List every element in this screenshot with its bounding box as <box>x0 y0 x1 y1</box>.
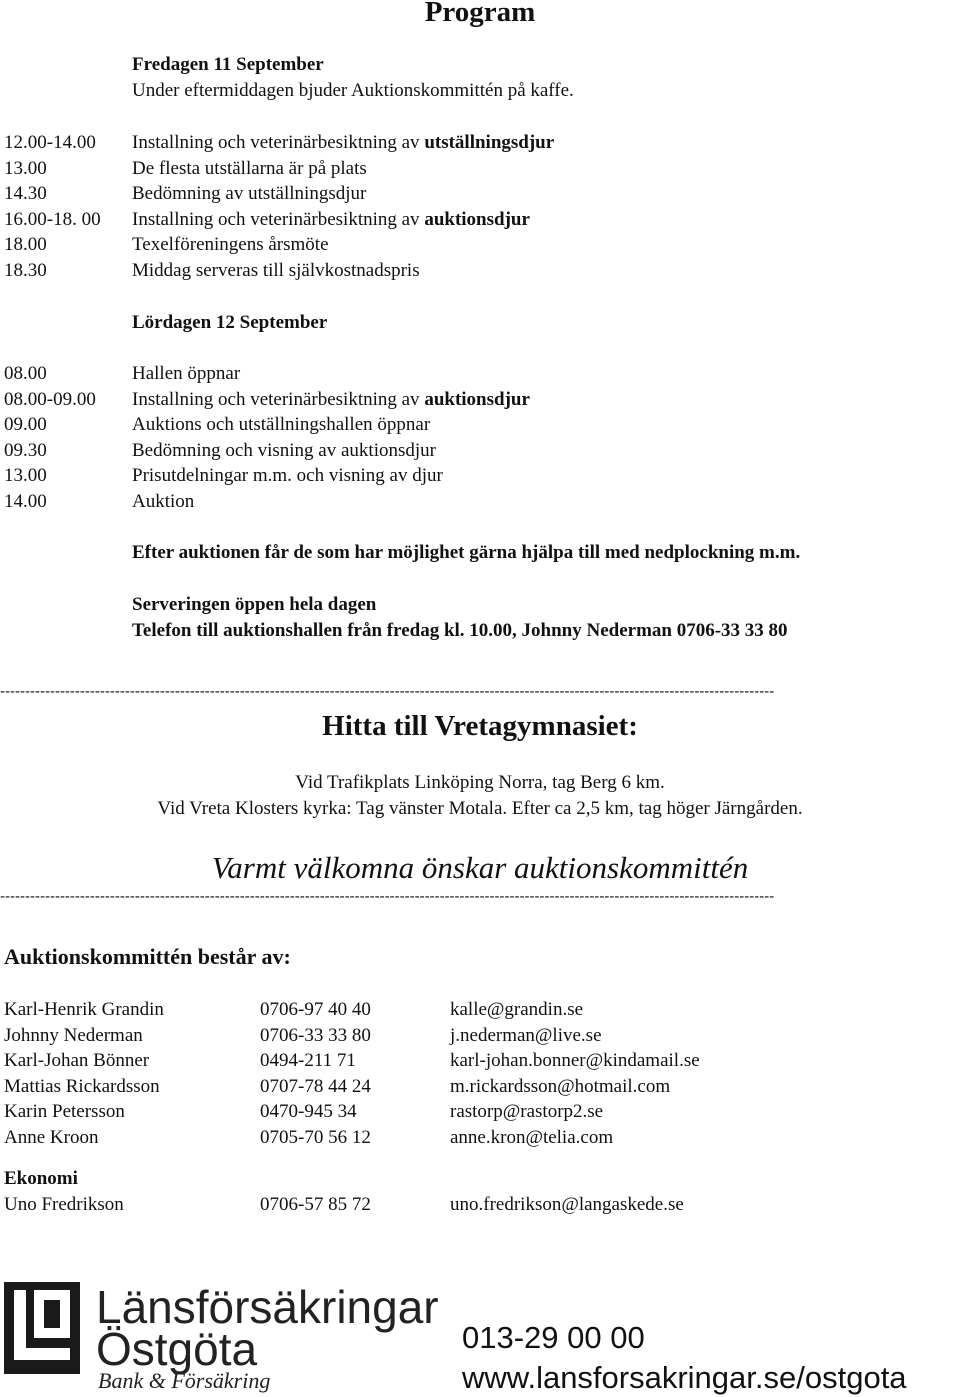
schedule-text: Installning och veterinärbesiktning av <box>132 388 425 410</box>
welcome-message: Varmt välkomna önskar auktionskommittén <box>211 850 749 885</box>
schedule-text: Installning och veterinärbesiktning av <box>132 208 425 230</box>
member-email: j.nederman@live.se <box>450 1024 602 1046</box>
member-phone: 0470-945 34 <box>260 1101 357 1123</box>
schedule-row <box>4 414 430 436</box>
schedule-emphasis: auktionsdjur <box>424 388 530 410</box>
schedule-time: 16.00-18. 00 <box>4 208 101 230</box>
divider-bottom: ----------------------------------------------------------------------------------------------------------------------------------------------------------- <box>0 888 775 905</box>
schedule-row <box>4 465 443 487</box>
committee-member <box>4 1101 603 1123</box>
schedule-row <box>4 158 367 180</box>
member-name: Uno Fredrikson <box>4 1194 124 1215</box>
schedule-text: De flesta utställarna är på plats <box>132 157 367 179</box>
schedule-time: 13.00 <box>4 157 47 179</box>
divider-top: ----------------------------------------------------------------------------------------------------------------------------------------------------------- <box>0 683 775 700</box>
schedule-emphasis: auktionsdjur <box>424 208 530 230</box>
schedule-row <box>4 260 420 282</box>
lansforsakringar-logo-icon <box>4 1282 80 1374</box>
schedule-text: Auktions och utställningshallen öppnar <box>132 414 431 436</box>
schedule-time: 08.00 <box>4 363 47 384</box>
committee-member <box>4 1025 602 1047</box>
schedule-text: Middag serveras till självkostnadspris <box>132 260 420 281</box>
cleanup-note: Efter auktionen får de som har möjlighet gärna hjälpa till med nedplockning m.m. <box>132 542 801 563</box>
schedule-row <box>4 234 329 256</box>
schedule-row <box>4 209 530 231</box>
sponsor-website[interactable]: www.lansforsakringar.se/ostgota <box>462 1360 907 1395</box>
member-email: rastorp@rastorp2.se <box>450 1101 604 1123</box>
friday-heading: Fredagen 11 September <box>132 54 324 75</box>
committee-member <box>4 1127 613 1149</box>
member-phone: 0707-78 44 24 <box>260 1075 371 1097</box>
schedule-time: 09.30 <box>4 439 47 461</box>
directions-heading: Hitta till Vretagymnasiet: <box>322 710 638 742</box>
schedule-row <box>4 491 194 513</box>
member-name: Johnny Nederman <box>4 1024 143 1046</box>
schedule-text: Auktion <box>132 491 195 512</box>
logo-region: Östgöta <box>96 1323 258 1375</box>
saturday-heading: Lördagen 12 September <box>132 312 328 333</box>
member-name: Mattias Rickardsson <box>4 1075 160 1097</box>
committee-member <box>4 1050 700 1072</box>
schedule-time: 08.00-09.00 <box>4 388 96 410</box>
schedule-time: 18.30 <box>4 260 47 281</box>
committee-member <box>4 999 583 1021</box>
schedule-time: 12.00-14.00 <box>4 132 96 153</box>
member-email: m.rickardsson@hotmail.com <box>450 1075 671 1097</box>
logo-wordmark: Länsförsäkringar <box>96 1281 439 1333</box>
member-name: Karl-Henrik Grandin <box>4 999 164 1020</box>
economy-member <box>4 1194 684 1216</box>
schedule-row <box>4 132 554 154</box>
schedule-text: Installning och veterinärbesiktning av <box>132 132 425 153</box>
member-phone: 0706-57 85 72 <box>260 1194 371 1215</box>
member-email: karl-johan.bonner@kindamail.se <box>450 1050 700 1072</box>
member-name: Karin Petersson <box>4 1101 125 1123</box>
logo-tagline: Bank & Försäkring <box>98 1368 271 1393</box>
schedule-text: Hallen öppnar <box>132 363 241 384</box>
schedule-time: 13.00 <box>4 465 47 487</box>
schedule-row <box>4 389 530 411</box>
schedule-time: 09.00 <box>4 414 47 436</box>
schedule-time: 18.00 <box>4 234 47 256</box>
page-title: Program <box>424 0 536 28</box>
member-phone: 0706-97 40 40 <box>260 999 371 1020</box>
schedule-row <box>4 363 240 385</box>
schedule-text: Prisutdelningar m.m. och visning av djur <box>132 465 443 487</box>
schedule-text: Bedömning av utställningsdjur <box>132 183 367 205</box>
member-name: Karl-Johan Bönner <box>4 1050 150 1072</box>
schedule-row <box>4 440 436 462</box>
sponsor-phone: 013-29 00 00 <box>462 1320 645 1355</box>
member-email: kalle@grandin.se <box>450 999 584 1020</box>
economy-heading: Ekonomi <box>4 1168 78 1189</box>
member-phone: 0706-33 33 80 <box>260 1024 371 1046</box>
member-name: Anne Kroon <box>4 1127 99 1148</box>
member-email: uno.fredrikson@langaskede.se <box>450 1194 684 1215</box>
schedule-text: Bedömning och visning av auktionsdjur <box>132 439 436 461</box>
member-phone: 0494-211 71 <box>260 1050 356 1072</box>
committee-member <box>4 1076 670 1098</box>
committee-heading: Auktionskommittén består av: <box>4 944 291 969</box>
serving-note: Serveringen öppen hela dagen <box>132 594 377 615</box>
schedule-time: 14.30 <box>4 183 47 205</box>
member-phone: 0705-70 56 12 <box>260 1127 371 1148</box>
directions-line-2: Vid Vreta Klosters kyrka: Tag vänster Motala. Efter ca 2,5 km, tag höger Järngården. <box>157 798 803 819</box>
member-email: anne.kron@telia.com <box>450 1127 614 1148</box>
schedule-row <box>4 183 366 205</box>
schedule-emphasis: utställningsdjur <box>424 132 555 153</box>
friday-subtitle: Under eftermiddagen bjuder Auktionskommittén på kaffe. <box>132 80 574 101</box>
phone-note: Telefon till auktionshallen från fredag kl. 10.00, Johnny Nederman 0706-33 33 80 <box>132 620 788 641</box>
schedule-text: Texelföreningens årsmöte <box>132 234 329 256</box>
schedule-time: 14.00 <box>4 491 47 512</box>
directions-line-1: Vid Trafikplats Linköping Norra, tag Berg 6 km. <box>295 772 665 793</box>
